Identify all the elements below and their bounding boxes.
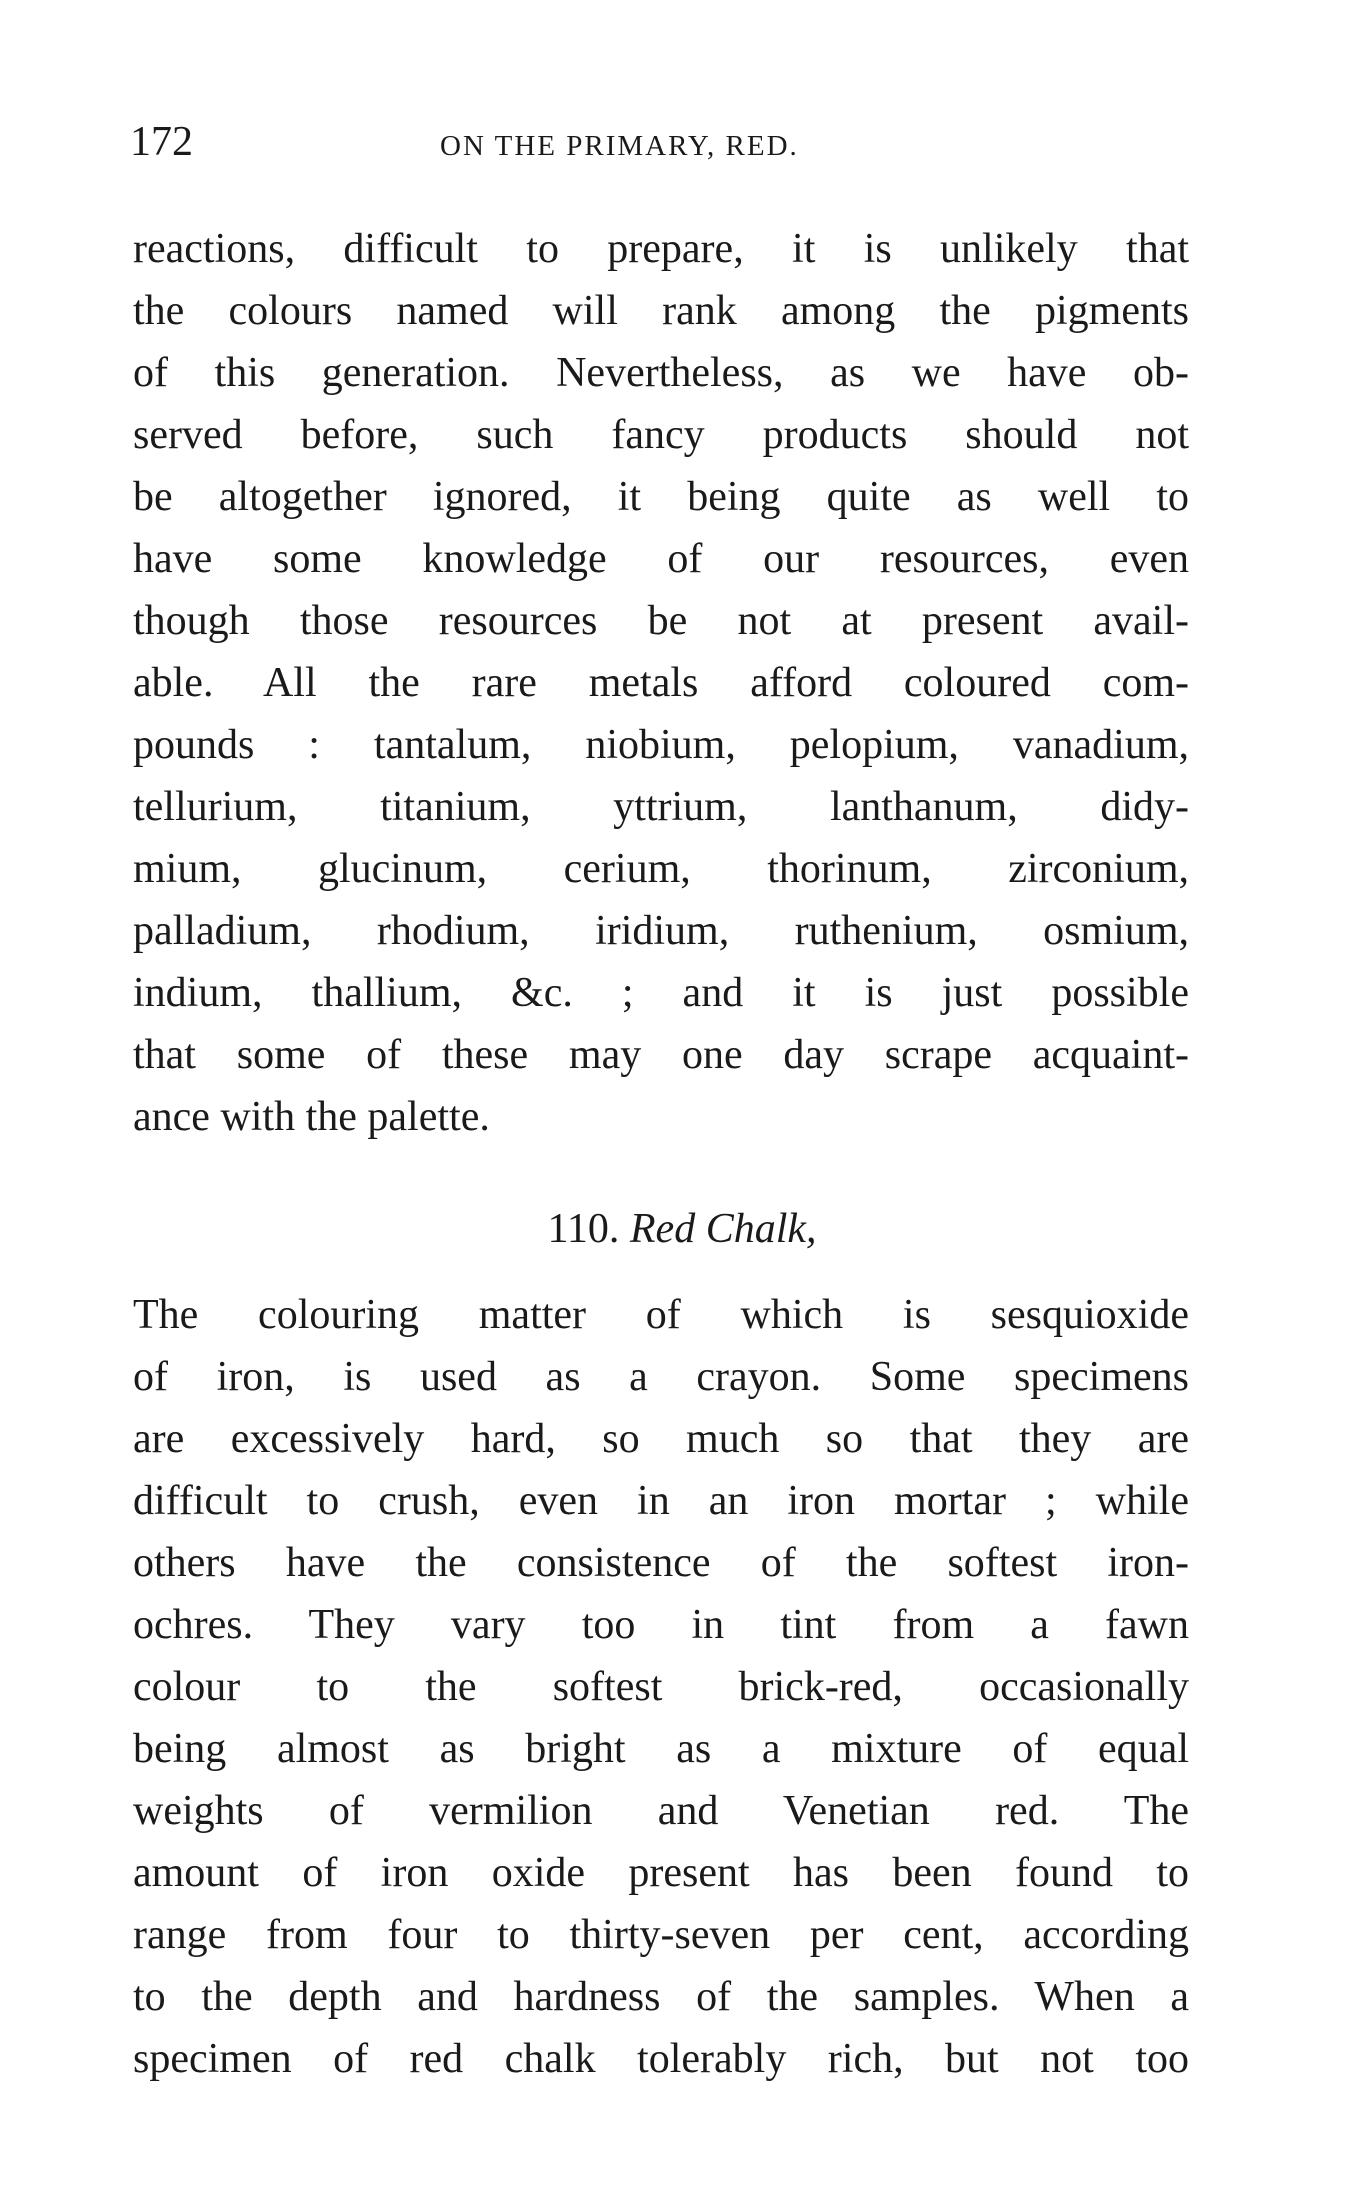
text-line: of iron, is used as a crayon. Some specimens <box>133 1354 1189 1400</box>
text-line: others have the consistence of the softest iron- <box>133 1540 1189 1586</box>
text-line: are excessively hard, so much so that they are <box>133 1416 1189 1462</box>
text-line: ochres. They vary too in tint from a fawn <box>133 1602 1189 1648</box>
text-line: reactions, difficult to prepare, it is unlikely that <box>133 226 1189 272</box>
text-line: palladium, rhodium, iridium, ruthenium, osmium, <box>133 908 1189 954</box>
section-title: Red Chalk, <box>629 1206 817 1252</box>
text-line: specimen of red chalk tolerably rich, but not too <box>133 2036 1189 2082</box>
text-line: being almost as bright as a mixture of equal <box>133 1726 1189 1772</box>
text-line: served before, such fancy products should not <box>133 412 1189 458</box>
page-header <box>130 118 890 168</box>
text-line: weights of vermilion and Venetian red. The <box>133 1788 1189 1834</box>
page-number: 172 <box>130 119 193 165</box>
text-line: amount of iron oxide present has been found to <box>133 1850 1189 1896</box>
text-line: though those resources be not at present avail- <box>133 598 1189 644</box>
section-heading <box>0 1198 1364 1260</box>
text-line: colour to the softest brick-red, occasionally <box>133 1664 1189 1710</box>
text-line: pounds : tantalum, niobium, pelopium, vanadium, <box>133 722 1189 768</box>
text-line: mium, glucinum, cerium, thorinum, zirconium, <box>133 846 1189 892</box>
section-number: 110. <box>547 1206 620 1252</box>
paragraph-2 <box>133 1284 1189 2090</box>
text-line: ance with the palette. <box>133 1094 490 1140</box>
running-head: ON THE PRIMARY, RED. <box>440 130 799 162</box>
paragraph-1 <box>133 218 1189 1148</box>
text-line: range from four to thirty-seven per cent, according <box>133 1912 1189 1958</box>
text-line: difficult to crush, even in an iron mortar ; while <box>133 1478 1189 1524</box>
text-line: to the depth and hardness of the samples. When a <box>133 1974 1189 2020</box>
text-line: be altogether ignored, it being quite as well to <box>133 474 1189 520</box>
text-line: tellurium, titanium, yttrium, lanthanum, didy- <box>133 784 1189 830</box>
text-line: have some knowledge of our resources, even <box>133 536 1189 582</box>
text-line: able. All the rare metals afford coloured com- <box>133 660 1189 706</box>
text-line: The colouring matter of which is sesquioxide <box>133 1292 1189 1338</box>
text-line: the colours named will rank among the pigments <box>133 288 1189 334</box>
text-line: of this generation. Nevertheless, as we have ob- <box>133 350 1189 396</box>
text-line: that some of these may one day scrape acquaint- <box>133 1032 1189 1078</box>
text-line: indium, thallium, &c. ; and it is just possible <box>133 970 1189 1016</box>
